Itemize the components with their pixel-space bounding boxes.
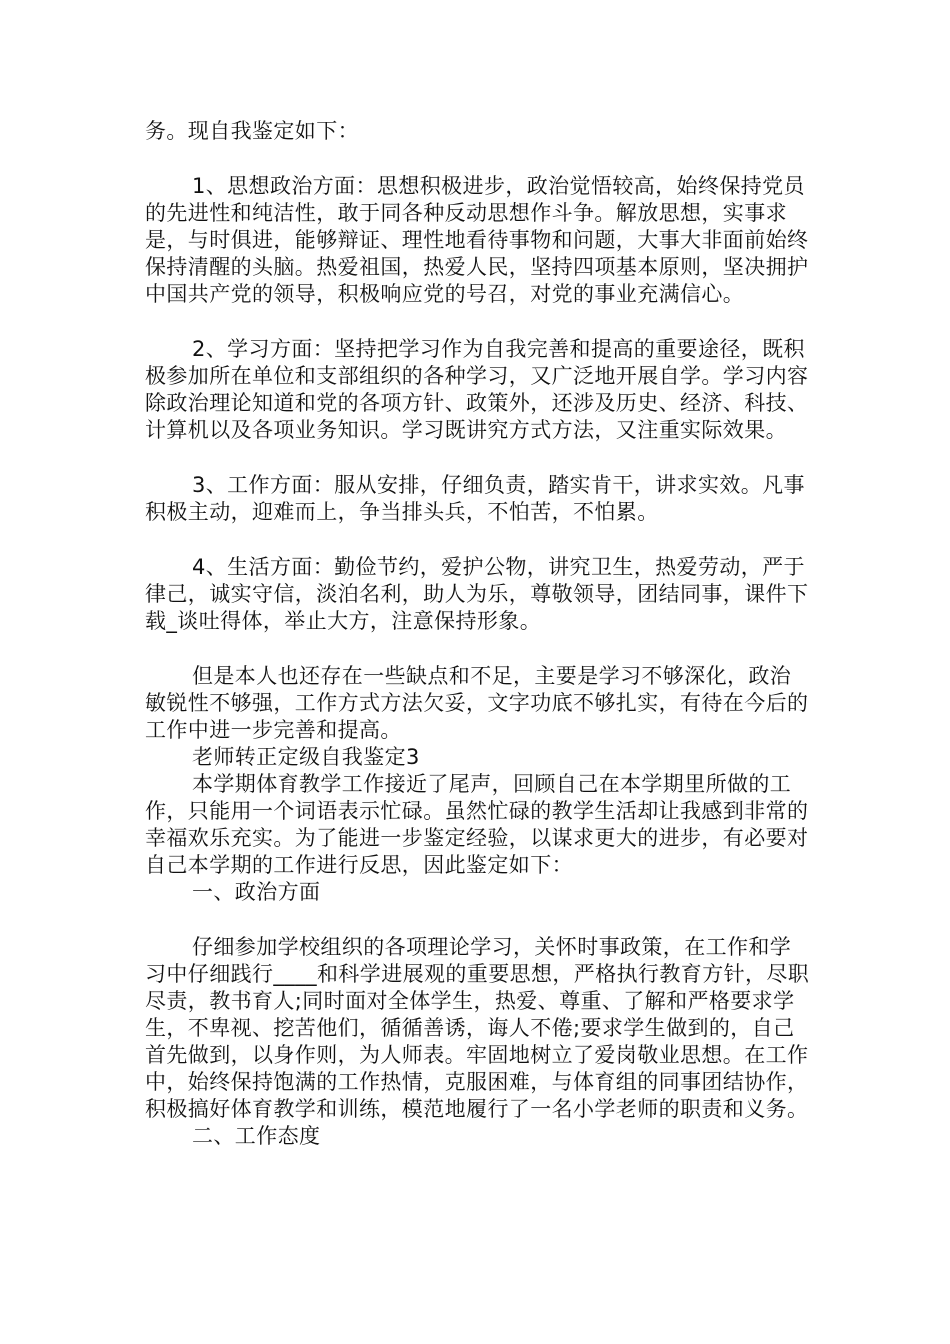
paragraph-study: 2、学习方面：坚持把学习作为自我完善和提高的重要途径，既积极参加所在单位和支部组织的各种学习，又广泛地开展自学。学习内容除政治理论知道和党的各项方针、政策外，还涉及历史、经济、科技、计算机以及各项业务知识。学习既讲究方式方法，又注重实际效果。 [145,337,809,442]
paragraph-semester-review: 本学期体育教学工作接近了尾声，回顾自己在本学期里所做的工作，只能用一个词语表示忙碌。虽然忙碌的教学生活却让我感到非常的幸福欢乐充实。为了能进一步鉴定经验，以谋求更大的进步，有必要对自己本学期的工作进行反思，因此鉴定如下： [145,772,809,877]
paragraph-work: 3、工作方面：服从安排，仔细负责，踏实肯干，讲求实效。凡事积极主动，迎难而上，争当排头兵，不怕苦，不怕累。 [145,473,805,524]
paragraph-political-detail: 仔细参加学校组织的各项理论学习，关怀时事政策，在工作和学习中仔细践行____和科学进展观的重要思想，严格执行教育方针，尽职尽责，教书育人;同时面对全体学生，热爱、尊重、了解和严格要求学生，不卑视、挖苦他们，循循善诱，诲人不倦;要求学生做到的，自己首先做到，以身作则，为人师表。牢固地树立了爱岗敬业思想。在工作中，始终保持饱满的工作热情，克服困难，与体育组的同事团结协作，积极搞好体育教学和训练，模范地履行了一名小学老师的职责和义务。 [145,935,810,1121]
paragraph-life: 4、生活方面：勤俭节约，爱护公物，讲究卫生，热爱劳动，严于律己，诚实守信，淡泊名利，助人为乐，尊敬领导，团结同事，课件下载_谈吐得体，举止大方，注意保持形象。 [145,555,809,633]
intro-paragraph: 务。现自我鉴定如下： [145,119,359,143]
paragraph-shortcomings: 但是本人也还存在一些缺点和不足，主要是学习不够深化，政治敏锐性不够强，工作方式方法欠妥，文字功底不够扎实，有待在今后的工作中进一步完善和提高。 [145,664,809,742]
section-title: 老师转正定级自我鉴定3 [192,745,420,769]
document-page [145,118,810,1150]
paragraph-political-thought: 1、思想政治方面：思想积极进步，政治觉悟较高，始终保持党员的先进性和纯洁性，敢于同各种反动思想作斗争。解放思想，实事求是，与时俱进，能够辩证、理性地看待事物和问题，大事大非面前始终保持清醒的头脑。热爱祖国，热爱人民，坚持四项基本原则，坚决拥护中国共产党的领导，积极响应党的号召，对党的事业充满信心。 [145,174,809,306]
heading-political: 一、政治方面 [192,880,321,904]
heading-work-attitude: 二、工作态度 [192,1124,321,1148]
